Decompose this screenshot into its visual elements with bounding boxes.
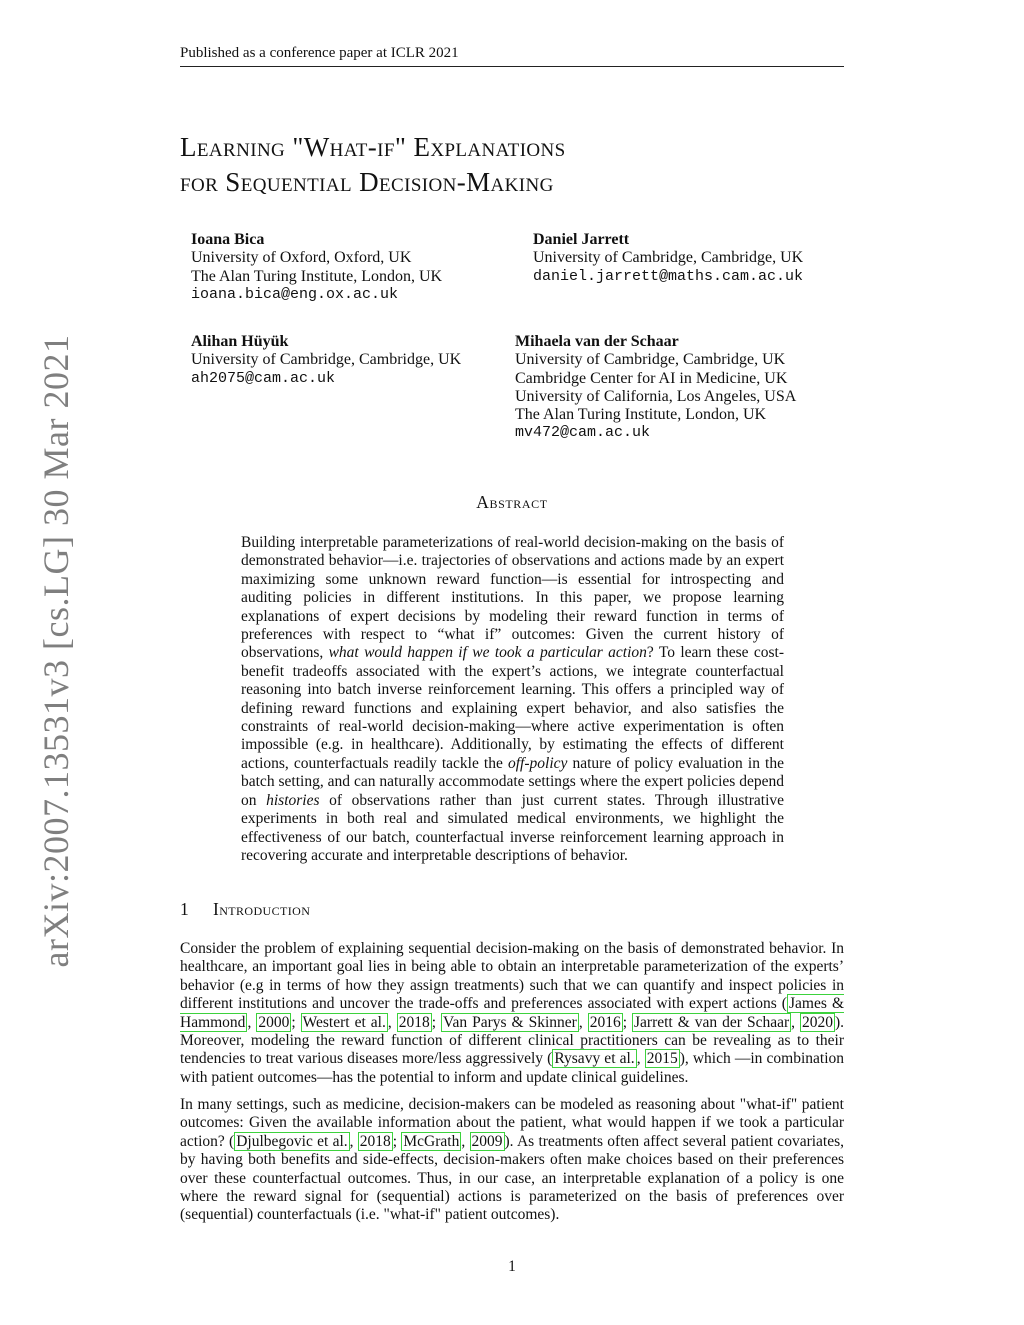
- page-number: 1: [508, 1258, 516, 1275]
- intro-paragraph-2: In many settings, such as medicine, decision-makers can be modeled as reasoning about "what-if" patient outcomes: Given the available information about the patient, what would happen if we took a particular action? ( Djulbegovic et al. , 2018 ; McGrath , 2009 ). As treatments often affect several patient covariates, by having both benefits and side-effects, decision-makers often make choices based on their preferences over these counterfactual outcomes. Thus, in our case, an interpretable explanation of a policy is one where the reward signal for (sequential) actions is parameterized on the basis of preferences over (sequential) counterfactuals (i.e. "what-if" patient outcomes).: [180, 1096, 845, 1224]
- author-affiliation: Cambridge Center for AI in Medicine, UK: [515, 369, 788, 387]
- citation-link[interactable]: 2015: [646, 1050, 678, 1068]
- author-block-4: [515, 333, 796, 443]
- abstract-emphasis: what would happen if we took a particular action: [328, 644, 647, 662]
- author-email[interactable]: mv472@cam.ac.uk: [515, 424, 651, 442]
- author-affiliation: University of Cambridge, Cambridge, UK: [515, 351, 786, 369]
- citation-link[interactable]: Djulbegovic et al.: [236, 1132, 348, 1150]
- citation-link[interactable]: Jarrett & van der Schaar: [634, 1013, 790, 1031]
- abstract-heading: Abstract: [476, 492, 548, 512]
- paper-title-line-2: for Sequential Decision-Making: [180, 167, 554, 197]
- header-rule: [180, 66, 844, 67]
- intro-paragraph-1: Consider the problem of explaining sequential decision-making on the basis of demonstrated behavior. In healthcare, an important goal lies in being able to obtain an interpretable parameterization of the experts’ behavior (e.g in terms of how they assign treatments) such that we can quantify and inspect policies in different institutions and uncover the trade-offs and preferences associated with expert actions ( James & Hammond , 2000 ; Westert et al. , 2018 ; Van Parys & Skinner , 2016 ; Jarrett & van der Schaar , 2020 ). Moreover, modeling the reward function of different clinical practitioners can be revealing as to their tendencies to treat various diseases more/less aggressively ( Rysavy et al. , 2015 ), which —in combination with patient outcomes—has the potential to inform and update clinical guidelines.: [180, 940, 845, 1086]
- section-title: Introduction: [213, 899, 311, 919]
- citation-link[interactable]: 2018: [398, 1013, 430, 1031]
- author-email[interactable]: ah2075@cam.ac.uk: [191, 369, 336, 387]
- author-affiliation: The Alan Turing Institute, London, UK: [515, 406, 767, 424]
- running-header: Published as a conference paper at ICLR 2021: [180, 45, 459, 61]
- author-affiliation: The Alan Turing Institute, London, UK: [191, 267, 443, 285]
- author-block-2: [533, 231, 803, 286]
- author-block-3: [191, 333, 461, 388]
- abstract-emphasis: off-policy: [507, 754, 568, 772]
- author-email[interactable]: daniel.jarrett@maths.cam.ac.uk: [533, 267, 804, 285]
- citation-link[interactable]: McGrath: [403, 1132, 460, 1150]
- citation-link[interactable]: 2016: [589, 1013, 621, 1031]
- author-block-1: [191, 231, 442, 304]
- arxiv-stamp: arXiv:2007.13531v3 [cs.LG] 30 Mar 2021: [36, 334, 76, 968]
- citation-link[interactable]: 2009: [471, 1132, 503, 1150]
- citation-link[interactable]: 2018: [359, 1132, 391, 1150]
- author-affiliation: University of Oxford, Oxford, UK: [191, 249, 412, 267]
- author-email[interactable]: ioana.bica@eng.ox.ac.uk: [191, 285, 399, 303]
- abstract-emphasis: histories: [266, 791, 320, 809]
- author-name: Ioana Bica: [191, 231, 265, 248]
- author-name: Daniel Jarrett: [533, 231, 630, 248]
- author-affiliation: University of California, Los Angeles, USA: [515, 387, 797, 405]
- section-heading: [180, 899, 310, 920]
- author-name: Mihaela van der Schaar: [515, 333, 679, 350]
- paper-title-line-1: Learning "What-if" Explanations: [180, 132, 566, 162]
- section-number: 1: [180, 899, 190, 919]
- citation-link[interactable]: Westert et al.: [302, 1013, 386, 1031]
- author-affiliation: University of Cambridge, Cambridge, UK: [533, 249, 804, 267]
- citation-link[interactable]: James & Hammond: [180, 995, 844, 1031]
- citation-link[interactable]: Rysavy et al.: [554, 1050, 635, 1068]
- author-name: Alihan Hüyük: [191, 333, 289, 350]
- author-affiliation: University of Cambridge, Cambridge, UK: [191, 351, 462, 369]
- citation-link[interactable]: Van Parys & Skinner: [443, 1013, 577, 1031]
- abstract-body: Building interpretable parameterizations of real-world decision-making on the basis of demonstrated behavior—i.e. trajectories of observations and actions made by an expert maximizing some unknown reward function—is essential for introspecting and auditing policies in different institutions. In this paper, we propose learning explanations of expert decisions by modeling their reward function in terms of preferences with respect to “what if” outcomes: Given the current history of observations, what would happen if we took a particular action? To learn these cost-benefit tradeoffs associated with the expert’s actions, we integrate counterfactual reasoning into batch inverse reinforcement learning. This offers a principled way of defining reward functions and explaining expert behavior, and also satisfies the constraints of real-world decision-making—where active experimentation is often impossible (e.g. in healthcare). Additionally, by estimating the effects of different actions, counterfactuals readily tackle the off-policy nature of policy evaluation in the batch setting, and can naturally accommodate settings where the expert policies depend on histories of observations rather than just current states. Through illustrative experiments in both real and simulated medical environments, we highlight the effectiveness of our batch, counterfactual inverse reinforcement learning approach in recovering accurate and interpretable descriptions of behavior.: [241, 534, 784, 864]
- citation-link[interactable]: 2020: [802, 1013, 833, 1031]
- citation-link[interactable]: 2000: [258, 1013, 290, 1031]
